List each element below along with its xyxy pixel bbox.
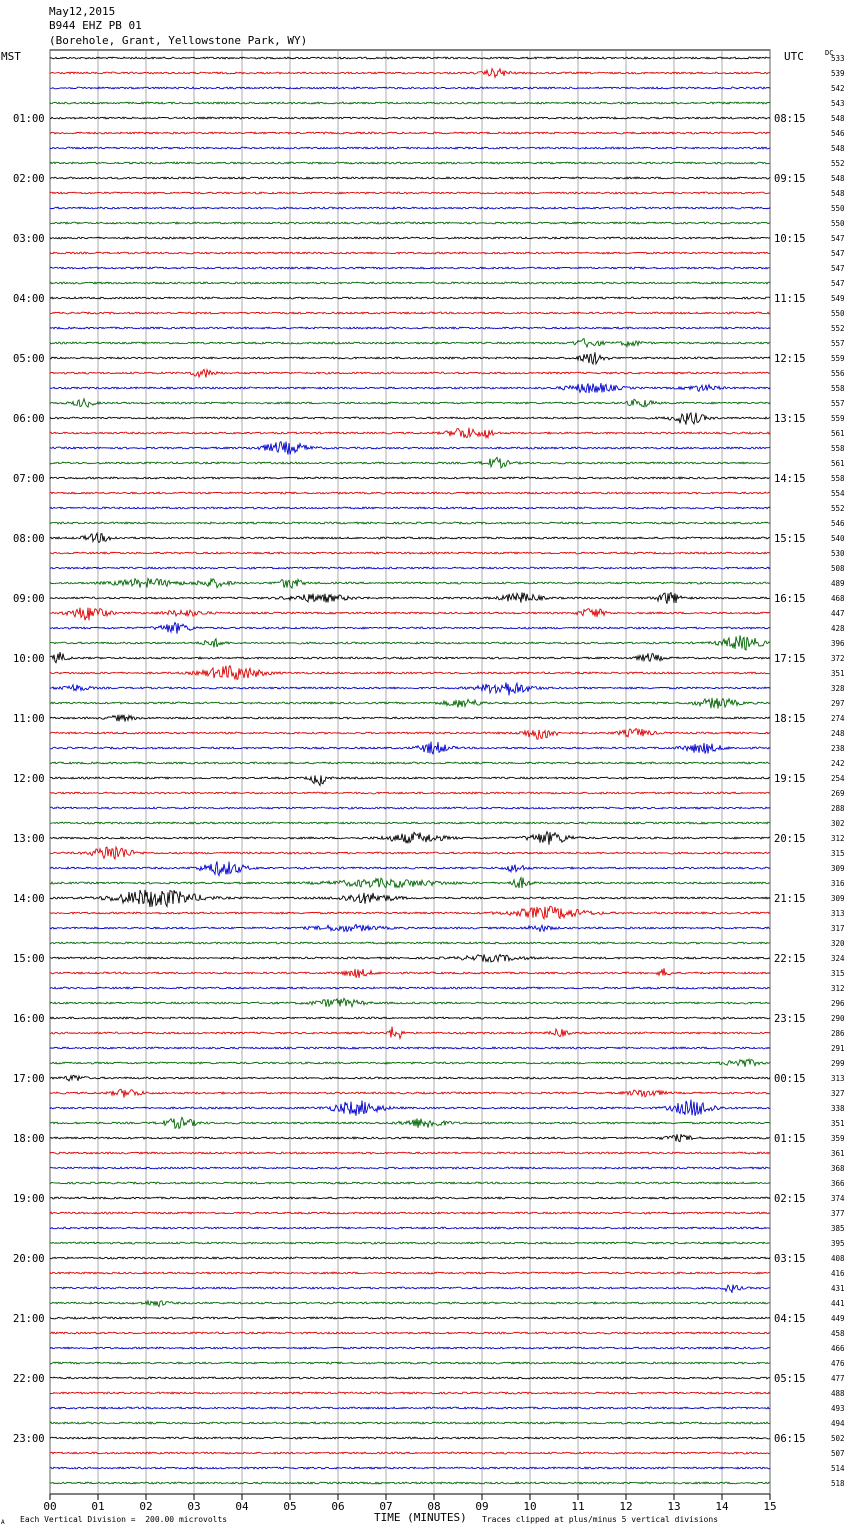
right-hour-label: 04:15 — [774, 1313, 806, 1325]
trace-line — [50, 623, 770, 634]
right-hour-label: 02:15 — [774, 1193, 806, 1205]
left-hour-label: 14:00 — [13, 893, 45, 905]
left-hour-label: 23:00 — [13, 1433, 45, 1445]
dc-offset-label: 296 — [831, 999, 845, 1008]
trace-line — [50, 1332, 770, 1334]
trace-line — [50, 666, 770, 680]
dc-offset-label: 489 — [831, 579, 845, 588]
right-hour-label: 08:15 — [774, 113, 806, 125]
left-hour-label: 02:00 — [13, 173, 45, 185]
dc-offset-label: 351 — [831, 1119, 845, 1128]
trace-line — [50, 267, 770, 269]
trace-line — [50, 132, 770, 134]
dc-offset-label: 514 — [831, 1464, 845, 1473]
left-hour-label: 20:00 — [13, 1253, 45, 1265]
trace-line — [50, 147, 770, 149]
left-hour-label: 22:00 — [13, 1373, 45, 1385]
left-hour-label: 10:00 — [13, 653, 45, 665]
dc-offset-label: 547 — [831, 249, 845, 258]
trace-line — [50, 552, 770, 554]
station-location: (Borehole, Grant, Yellowstone Park, WY) — [49, 34, 308, 47]
x-tick-label: 08 — [427, 1500, 441, 1513]
trace-line — [50, 1407, 770, 1409]
trace-line — [50, 775, 770, 785]
left-hour-label: 06:00 — [13, 413, 45, 425]
trace-line — [50, 413, 770, 425]
left-timezone-label: MST — [1, 50, 21, 63]
dc-offset-label: 377 — [831, 1209, 845, 1218]
trace-line — [50, 192, 770, 194]
trace-line — [50, 1272, 770, 1274]
dc-offset-label: 288 — [831, 804, 845, 813]
trace-line — [50, 1152, 770, 1154]
dc-offset-label: 428 — [831, 624, 845, 633]
dc-offset-label: 359 — [831, 1134, 845, 1143]
dc-offset-label: 550 — [831, 204, 845, 213]
trace-line — [50, 1075, 770, 1081]
trace-line — [50, 1285, 770, 1293]
left-hour-label: 09:00 — [13, 593, 45, 605]
trace-line — [50, 57, 770, 59]
dc-offset-label: 466 — [831, 1344, 845, 1353]
trace-line — [50, 1100, 770, 1116]
trace-line — [50, 954, 770, 962]
dc-offset-label: 361 — [831, 1149, 845, 1158]
dc-offset-label: 539 — [831, 69, 845, 78]
dc-offset-label: 286 — [831, 1029, 845, 1038]
trace-line — [50, 507, 770, 509]
trace-line — [50, 162, 770, 164]
dc-offset-label: 549 — [831, 294, 845, 303]
trace-line — [50, 906, 770, 919]
dc-offset-label: 508 — [831, 564, 845, 573]
dc-offset-label: 312 — [831, 984, 845, 993]
x-axis-label: TIME (MINUTES) — [374, 1511, 467, 1524]
dc-offset-label: 530 — [831, 549, 845, 558]
dc-offset-label: 327 — [831, 1089, 845, 1098]
dc-offset-label: 561 — [831, 459, 845, 468]
dc-offset-label: 315 — [831, 969, 845, 978]
trace-line — [50, 832, 770, 845]
left-hour-label: 12:00 — [13, 773, 45, 785]
trace-line — [50, 222, 770, 224]
trace-line — [50, 890, 770, 907]
right-hour-label: 05:15 — [774, 1373, 806, 1385]
trace-line — [50, 1212, 770, 1214]
dc-offset-label: 552 — [831, 159, 845, 168]
dc-offset-label: 368 — [831, 1164, 845, 1173]
trace-line — [50, 861, 770, 875]
trace-line — [50, 1467, 770, 1469]
right-hour-label: 12:15 — [774, 353, 806, 365]
left-hour-label: 05:00 — [13, 353, 45, 365]
dc-offset-label: 546 — [831, 129, 845, 138]
dc-offset-label: 552 — [831, 504, 845, 513]
dc-offset-label: 274 — [831, 714, 845, 723]
x-tick-label: 03 — [187, 1500, 201, 1513]
dc-offset-label: 299 — [831, 1059, 845, 1068]
trace-line — [50, 847, 770, 859]
trace-line — [50, 1059, 770, 1067]
right-hour-label: 15:15 — [774, 533, 806, 545]
trace-line — [50, 742, 770, 754]
dc-offset-label: 396 — [831, 639, 845, 648]
right-hour-label: 10:15 — [774, 233, 806, 245]
trace-line — [50, 968, 770, 978]
trace-line — [50, 998, 770, 1006]
trace-line — [50, 1482, 770, 1484]
trace-line — [50, 1392, 770, 1394]
left-hour-label: 18:00 — [13, 1133, 45, 1145]
dc-offset-label: 312 — [831, 834, 845, 843]
left-hour-label: 17:00 — [13, 1073, 45, 1085]
dc-offset-label: 313 — [831, 909, 845, 918]
dc-offset-label: 302 — [831, 819, 845, 828]
dc-offset-label: 449 — [831, 1314, 845, 1323]
dc-offset-label: 548 — [831, 174, 845, 183]
trace-line — [50, 1047, 770, 1049]
trace-line — [50, 477, 770, 479]
trace-line — [50, 237, 770, 239]
x-tick-label: 01 — [91, 1500, 105, 1513]
dc-offset-label: 366 — [831, 1179, 845, 1188]
dc-offset-label: 385 — [831, 1224, 845, 1233]
x-tick-label: 10 — [523, 1500, 537, 1513]
trace-line — [50, 252, 770, 254]
dc-offset-label: 320 — [831, 939, 845, 948]
dc-offset-label: 493 — [831, 1404, 845, 1413]
right-hour-label: 17:15 — [774, 653, 806, 665]
x-tick-label: 04 — [235, 1500, 249, 1513]
trace-line — [50, 1027, 770, 1039]
chart-date: May12,2015 — [49, 5, 116, 18]
left-hour-label: 03:00 — [13, 233, 45, 245]
left-hour-label: 11:00 — [13, 713, 45, 725]
dc-offset-label: 494 — [831, 1419, 845, 1428]
trace-line — [50, 383, 770, 393]
trace-line — [50, 87, 770, 89]
dc-offset-label: 552 — [831, 324, 845, 333]
dc-offset-label: 558 — [831, 474, 845, 483]
dc-offset-label: 315 — [831, 849, 845, 858]
dc-offset-label: 395 — [831, 1239, 845, 1248]
trace-line — [50, 592, 770, 603]
dc-offset-header: DC — [825, 49, 834, 57]
dc-offset-label: 547 — [831, 264, 845, 273]
dc-offset-label: 416 — [831, 1269, 845, 1278]
left-hour-label: 21:00 — [13, 1313, 45, 1325]
trace-line — [50, 1422, 770, 1424]
x-tick-label: 07 — [379, 1500, 393, 1513]
dc-offset-label: 543 — [831, 99, 845, 108]
trace-line — [50, 327, 770, 329]
trace-line — [50, 608, 770, 621]
right-hour-label: 13:15 — [774, 413, 806, 425]
trace-line — [50, 762, 770, 764]
trace-line — [50, 399, 770, 407]
trace-line — [50, 1017, 770, 1019]
trace-line — [50, 567, 770, 569]
dc-offset-label: 309 — [831, 894, 845, 903]
trace-line — [50, 492, 770, 494]
left-hour-label: 13:00 — [13, 833, 45, 845]
left-hour-label: 19:00 — [13, 1193, 45, 1205]
dc-offset-label: 372 — [831, 654, 845, 663]
dc-offset-label: 477 — [831, 1374, 845, 1383]
trace-line — [50, 635, 770, 650]
dc-offset-label: 502 — [831, 1434, 845, 1443]
dc-offset-label: 313 — [831, 1074, 845, 1083]
trace-line — [50, 1347, 770, 1349]
dc-offset-label: 238 — [831, 744, 845, 753]
trace-line — [50, 282, 770, 284]
dc-offset-label: 550 — [831, 219, 845, 228]
right-hour-label: 19:15 — [774, 773, 806, 785]
trace-line — [50, 924, 770, 931]
trace-line — [50, 522, 770, 524]
dc-offset-label: 447 — [831, 609, 845, 618]
trace-line — [50, 352, 770, 364]
scale-note: Each Vertical Division = 200.00 microvolts — [20, 1515, 228, 1524]
right-hour-label: 09:15 — [774, 173, 806, 185]
trace-line — [50, 1317, 770, 1319]
right-hour-label: 01:15 — [774, 1133, 806, 1145]
trace-line — [50, 533, 770, 542]
trace-line — [50, 1301, 770, 1307]
trace-line — [50, 177, 770, 179]
dc-offset-label: 441 — [831, 1299, 845, 1308]
dc-offset-label: 297 — [831, 699, 845, 708]
trace-line — [50, 807, 770, 809]
dc-offset-label: 550 — [831, 309, 845, 318]
trace-line — [50, 1437, 770, 1439]
dc-offset-label: 558 — [831, 444, 845, 453]
trace-line — [50, 297, 770, 299]
dc-offset-label: 559 — [831, 354, 845, 363]
trace-line — [50, 69, 770, 78]
dc-offset-label: 338 — [831, 1104, 845, 1113]
dc-offset-label: 248 — [831, 729, 845, 738]
dc-offset-label: 546 — [831, 519, 845, 528]
dc-offset-label: 561 — [831, 429, 845, 438]
trace-line — [50, 1089, 770, 1097]
right-hour-label: 16:15 — [774, 593, 806, 605]
dc-offset-label: 548 — [831, 189, 845, 198]
trace-line — [50, 729, 770, 740]
dc-offset-label: 548 — [831, 144, 845, 153]
dc-offset-label: 556 — [831, 369, 845, 378]
right-hour-label: 20:15 — [774, 833, 806, 845]
trace-line — [50, 312, 770, 314]
dc-offset-label: 548 — [831, 114, 845, 123]
right-hour-label: 22:15 — [774, 953, 806, 965]
trace-line — [50, 1377, 770, 1379]
trace-line — [50, 878, 770, 888]
trace-line — [50, 102, 770, 104]
trace-line — [50, 942, 770, 944]
clip-note: Traces clipped at plus/minus 5 vertical divisions — [482, 1515, 719, 1524]
dc-offset-label: 374 — [831, 1194, 845, 1203]
trace-line — [50, 652, 770, 663]
dc-offset-label: 558 — [831, 384, 845, 393]
dc-offset-label: 557 — [831, 399, 845, 408]
dc-offset-label: 317 — [831, 924, 845, 933]
trace-line — [50, 457, 770, 468]
trace-line — [50, 1452, 770, 1454]
right-hour-label: 14:15 — [774, 473, 806, 485]
dc-offset-label: 547 — [831, 279, 845, 288]
left-hour-label: 08:00 — [13, 533, 45, 545]
x-tick-label: 02 — [139, 1500, 153, 1513]
dc-offset-label: 540 — [831, 534, 845, 543]
dc-offset-label: 533 — [831, 54, 845, 63]
x-tick-label: 14 — [715, 1500, 729, 1513]
dc-offset-label: 507 — [831, 1449, 845, 1458]
trace-line — [50, 792, 770, 794]
trace-line — [50, 1257, 770, 1259]
trace-line — [50, 698, 770, 709]
trace-line — [50, 1362, 770, 1364]
trace-line — [50, 442, 770, 455]
trace-line — [50, 1117, 770, 1128]
trace-line — [50, 207, 770, 209]
left-hour-label: 01:00 — [13, 113, 45, 125]
left-hour-label: 15:00 — [13, 953, 45, 965]
trace-line — [50, 683, 770, 696]
dc-offset-label: 328 — [831, 684, 845, 693]
trace-line — [50, 715, 770, 722]
trace-line — [50, 987, 770, 989]
small-mark: A — [1, 1519, 5, 1526]
trace-line — [50, 1182, 770, 1184]
left-hour-label: 07:00 — [13, 473, 45, 485]
trace-line — [50, 369, 770, 377]
dc-offset-label: 488 — [831, 1389, 845, 1398]
trace-line — [50, 117, 770, 119]
trace-line — [50, 1242, 770, 1244]
right-hour-label: 21:15 — [774, 893, 806, 905]
right-hour-label: 18:15 — [774, 713, 806, 725]
trace-line — [50, 822, 770, 824]
x-tick-label: 12 — [619, 1500, 633, 1513]
dc-offset-label: 468 — [831, 594, 845, 603]
dc-offset-label: 557 — [831, 339, 845, 348]
right-timezone-label: UTC — [784, 50, 804, 63]
trace-line — [50, 339, 770, 348]
dc-offset-label: 290 — [831, 1014, 845, 1023]
right-hour-label: 11:15 — [774, 293, 806, 305]
dc-offset-label: 559 — [831, 414, 845, 423]
dc-offset-label: 254 — [831, 774, 845, 783]
dc-offset-label: 269 — [831, 789, 845, 798]
x-tick-label: 13 — [667, 1500, 681, 1513]
dc-offset-label: 542 — [831, 84, 845, 93]
x-tick-label: 11 — [571, 1500, 585, 1513]
dc-offset-label: 291 — [831, 1044, 845, 1053]
x-tick-label: 09 — [475, 1500, 489, 1513]
trace-line — [50, 1134, 770, 1142]
plot-frame — [50, 50, 770, 1494]
x-tick-label: 00 — [43, 1500, 57, 1513]
trace-line — [50, 1197, 770, 1199]
trace-line — [50, 1167, 770, 1169]
left-hour-label: 16:00 — [13, 1013, 45, 1025]
right-hour-label: 06:15 — [774, 1433, 806, 1445]
dc-offset-label: 458 — [831, 1329, 845, 1338]
x-tick-label: 06 — [331, 1500, 345, 1513]
right-hour-label: 00:15 — [774, 1073, 806, 1085]
dc-offset-label: 324 — [831, 954, 845, 963]
trace-line — [50, 579, 770, 589]
dc-offset-label: 316 — [831, 879, 845, 888]
station-code: B944 EHZ PB 01 — [49, 19, 142, 32]
dc-offset-label: 476 — [831, 1359, 845, 1368]
trace-line — [50, 428, 770, 438]
dc-offset-label: 431 — [831, 1284, 845, 1293]
dc-offset-label: 351 — [831, 669, 845, 678]
right-hour-label: 03:15 — [774, 1253, 806, 1265]
trace-line — [50, 1227, 770, 1229]
dc-offset-label: 242 — [831, 759, 845, 768]
dc-offset-label: 547 — [831, 234, 845, 243]
left-hour-label: 04:00 — [13, 293, 45, 305]
dc-offset-label: 518 — [831, 1479, 845, 1488]
dc-offset-label: 408 — [831, 1254, 845, 1263]
right-hour-label: 23:15 — [774, 1013, 806, 1025]
x-tick-label: 05 — [283, 1500, 297, 1513]
dc-offset-label: 554 — [831, 489, 845, 498]
x-tick-label: 15 — [763, 1500, 777, 1513]
dc-offset-label: 309 — [831, 864, 845, 873]
